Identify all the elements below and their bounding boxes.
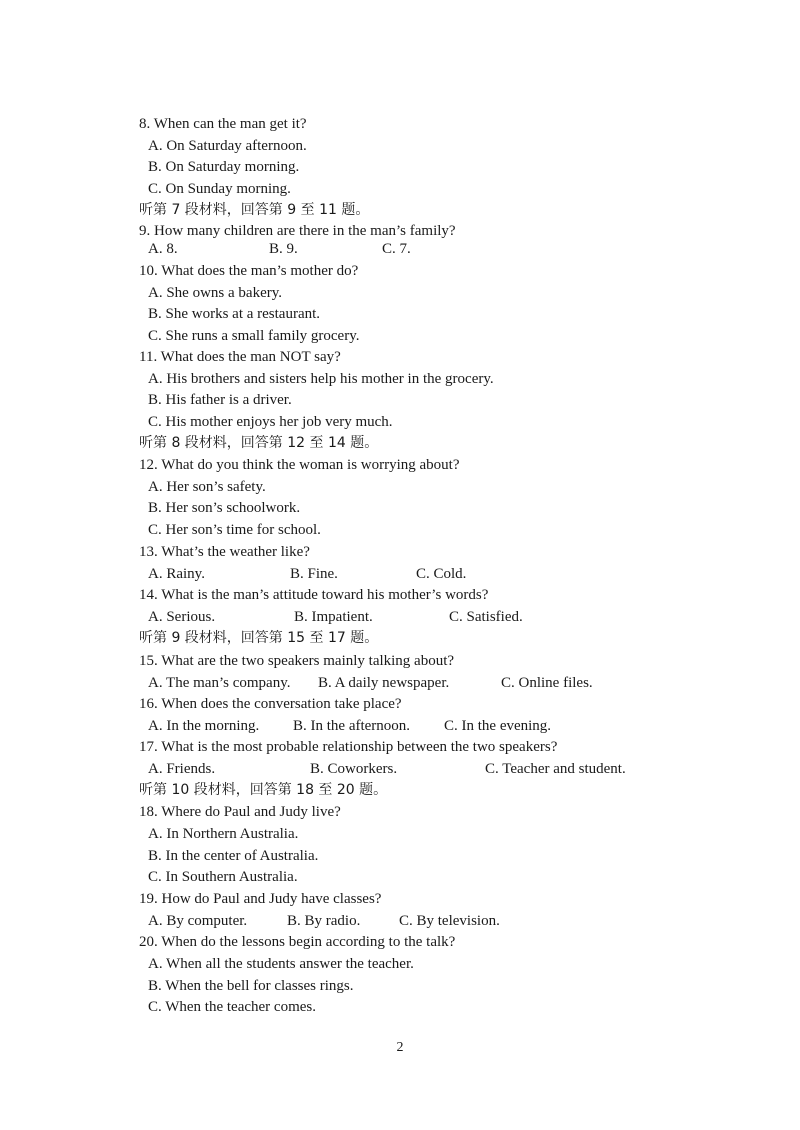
q13-option-a: A. Rainy. (148, 566, 205, 582)
q15-option-c: C. Online files. (501, 675, 593, 691)
page-number: 2 (396, 1040, 404, 1055)
q16-option-a: A. In the morning. (148, 718, 260, 734)
q9-option-b: B. 9. (269, 241, 298, 257)
question-8: 8. When can the man get it? (139, 116, 307, 132)
question-14: 14. What is the man’s attitude toward his mother’s words? (139, 587, 489, 603)
q11-option-b: B. His father is a driver. (148, 392, 292, 408)
q12-option-c: C. Her son’s time for school. (148, 522, 321, 538)
q12-option-b: B. Her son’s schoolwork. (148, 500, 301, 516)
question-11: 11. What does the man NOT say? (139, 349, 341, 365)
q14-option-a: A. Serious. (148, 609, 216, 625)
q8-option-c: C. On Sunday morning. (148, 181, 291, 197)
section-8-instruction: 听第 8 段材料，回答第 12 至 14 题。 (139, 435, 379, 451)
q19-option-c: C. By television. (399, 913, 500, 929)
section-7-instruction: 听第 7 段材料，回答第 9 至 11 题。 (139, 202, 370, 218)
q17-option-c: C. Teacher and student. (485, 761, 626, 777)
q15-option-a: A. The man’s company. (148, 675, 291, 691)
q18-option-b: B. In the center of Australia. (148, 848, 319, 864)
q12-option-a: A. Her son’s safety. (148, 479, 266, 495)
q11-option-c: C. His mother enjoys her job very much. (148, 414, 393, 430)
question-15: 15. What are the two speakers mainly talking about? (139, 653, 455, 669)
question-10: 10. What does the man’s mother do? (139, 263, 359, 279)
q11-option-a: A. His brothers and sisters help his mother in the grocery. (148, 371, 494, 387)
section-9-instruction: 听第 9 段材料，回答第 15 至 17 题。 (139, 630, 379, 646)
question-19: 19. How do Paul and Judy have classes? (139, 891, 382, 907)
question-20: 20. When do the lessons begin according to the talk? (139, 934, 456, 950)
q14-option-c: C. Satisfied. (449, 609, 523, 625)
q17-option-a: A. Friends. (148, 761, 216, 777)
q20-option-c: C. When the teacher comes. (148, 999, 316, 1015)
question-9: 9. How many children are there in the man’s family? (139, 223, 456, 239)
q16-option-c: C. In the evening. (444, 718, 552, 734)
q10-option-c: C. She runs a small family grocery. (148, 328, 360, 344)
question-16: 16. When does the conversation take place? (139, 696, 402, 712)
question-18: 18. Where do Paul and Judy live? (139, 804, 341, 820)
q10-option-a: A. She owns a bakery. (148, 285, 282, 301)
q18-option-a: A. In Northern Australia. (148, 826, 299, 842)
q17-option-b: B. Coworkers. (310, 761, 398, 777)
question-17: 17. What is the most probable relationship between the two speakers? (139, 739, 558, 755)
q18-option-c: C. In Southern Australia. (148, 869, 298, 885)
question-13: 13. What’s the weather like? (139, 544, 310, 560)
q16-option-b: B. In the afternoon. (293, 718, 411, 734)
q20-option-b: B. When the bell for classes rings. (148, 978, 354, 994)
q19-option-a: A. By computer. (148, 913, 248, 929)
q20-option-a: A. When all the students answer the teacher. (148, 956, 414, 972)
q10-option-b: B. She works at a restaurant. (148, 306, 321, 322)
q8-option-a: A. On Saturday afternoon. (148, 138, 307, 154)
q14-option-b: B. Impatient. (294, 609, 373, 625)
q19-option-b: B. By radio. (287, 913, 361, 929)
q9-option-c: C. 7. (382, 241, 411, 257)
q13-option-c: C. Cold. (416, 566, 467, 582)
q9-option-a: A. 8. (148, 241, 178, 257)
q15-option-b: B. A daily newspaper. (318, 675, 450, 691)
question-12: 12. What do you think the woman is worrying about? (139, 457, 460, 473)
q8-option-b: B. On Saturday morning. (148, 159, 300, 175)
section-10-instruction: 听第 10 段材料，回答第 18 至 20 题。 (139, 782, 388, 798)
q13-option-b: B. Fine. (290, 566, 338, 582)
